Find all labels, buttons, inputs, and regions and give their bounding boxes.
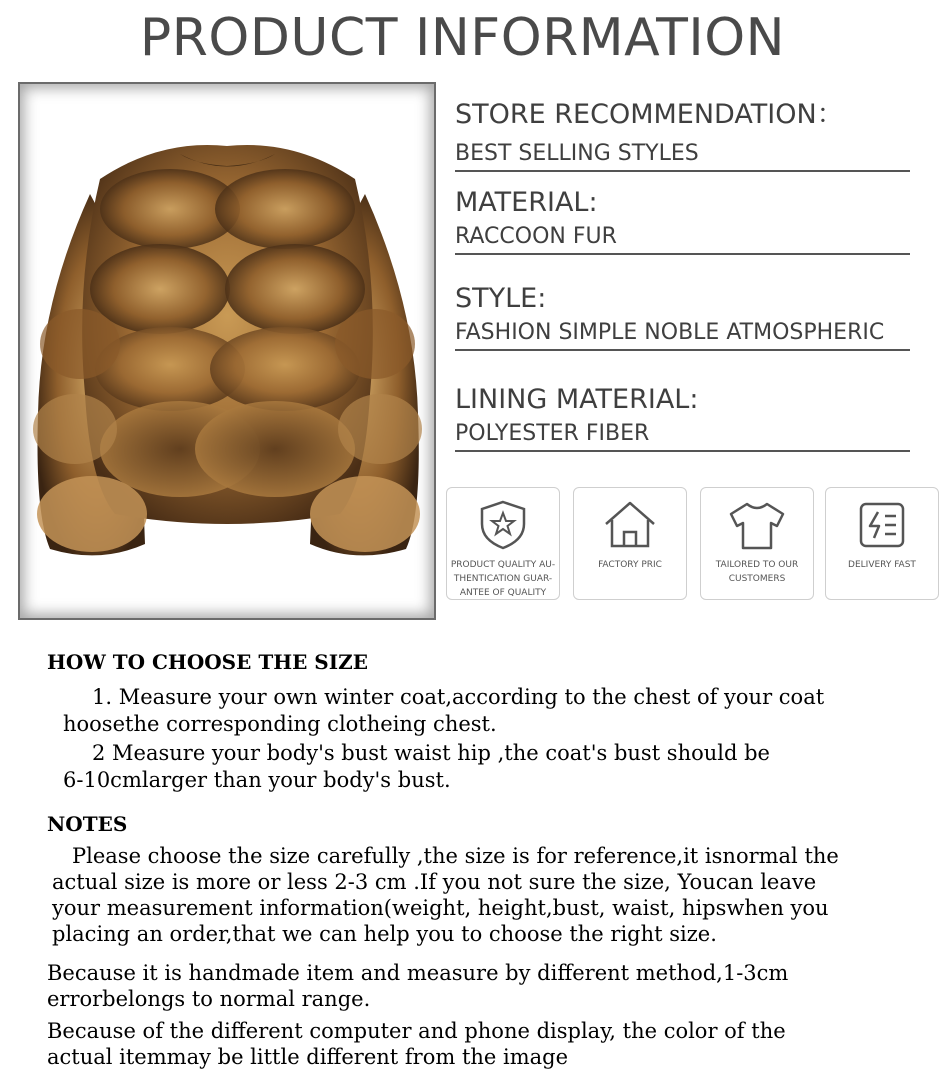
notes-line: actual size is more or less 2-3 cm .If you not sure the size, Youcan leave: [52, 870, 817, 894]
field-value: FASHION SIMPLE NOBLE ATMOSPHERIC: [455, 320, 910, 351]
badge-text-line: FACTORY PRIC: [598, 560, 662, 570]
notes-extra-line: actual itemmay be little different from the image: [47, 1045, 569, 1069]
size-guide-line: 1. Measure your own winter coat,according to the chest of your coat: [92, 685, 825, 709]
badge-text-line: TAILORED TO OUR: [715, 560, 799, 570]
notes-line: your measurement information(weight, height,bust, waist, hipswhen you: [52, 896, 829, 920]
delivery-box-icon: [852, 498, 912, 552]
field-label: LINING MATERIAL:: [455, 384, 699, 415]
size-guide-line: 2 Measure your body's bust waist hip ,the coat's bust should be: [92, 741, 770, 765]
field-value: BEST SELLING STYLES: [455, 141, 910, 172]
badge-text-line: ANTEE OF QUALITY: [459, 588, 547, 598]
field-label: MATERIAL:: [455, 187, 598, 218]
tailored-badge: [700, 487, 814, 600]
size-guide-heading: HOW TO CHOOSE THE SIZE: [47, 650, 368, 674]
factory-price-badge: [573, 487, 687, 600]
size-guide-line: 6-10cmlarger than your body's bust.: [63, 768, 451, 792]
product-photo: [18, 82, 436, 620]
badge-text-line: DELIVERY FAST: [848, 560, 916, 570]
notes-extra-line: Because of the different computer and phone display, the color of the: [47, 1019, 786, 1043]
shield-star-icon: [476, 498, 530, 552]
notes-extra-line: Because it is handmade item and measure by different method,1-3cm: [47, 961, 789, 985]
page-title: PRODUCT INFORMATION: [139, 8, 786, 68]
badge-text-line: CUSTOMERS: [728, 574, 786, 584]
size-guide-line: hoosethe corresponding clotheing chest.: [63, 712, 497, 736]
notes-extra-line: errorbelongs to normal range.: [47, 987, 371, 1011]
store-recommendation-field: [455, 92, 910, 172]
quality-badge: [446, 487, 560, 600]
material-field: [455, 187, 910, 255]
notes-line: Please choose the size carefully ,the size is for reference,it isnormal the: [72, 844, 839, 868]
field-value: RACCOON FUR: [455, 224, 910, 255]
style-field: [455, 283, 910, 351]
badge-text-line: THENTICATION GUAR-: [453, 574, 553, 584]
badge-text-line: PRODUCT QUALITY AU-: [450, 560, 556, 570]
lining-material-field: [455, 384, 910, 452]
fur-coat-image: [20, 84, 434, 618]
field-label: STYLE:: [455, 283, 547, 314]
notes-line: placing an order,that we can help you to choose the right size.: [52, 922, 717, 946]
house-icon: [600, 498, 660, 552]
field-label: STORE RECOMMENDATION：: [455, 99, 844, 130]
delivery-fast-badge: [825, 487, 939, 600]
tshirt-icon: [727, 498, 787, 552]
field-value: POLYESTER FIBER: [455, 421, 910, 452]
notes-heading: NOTES: [47, 812, 128, 836]
